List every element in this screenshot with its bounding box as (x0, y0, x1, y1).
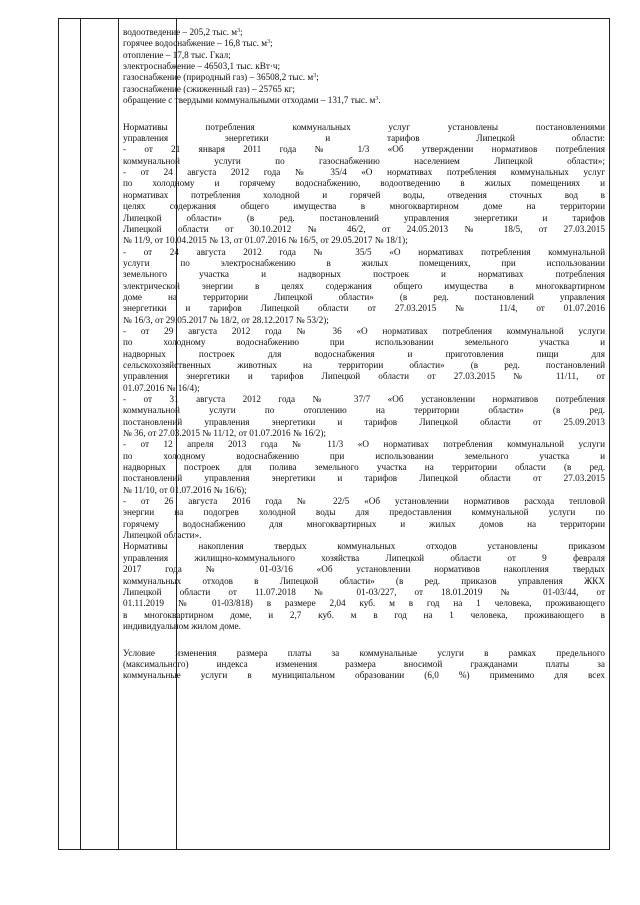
text-line: электрической энергии в целях содержания общего имущества в многоквартирном (123, 280, 605, 291)
text-line: сельскохозяйственных животных на территории области» (в ред. постановлений (123, 359, 605, 370)
text-line: Нормативы накопления твердых коммунальных отходов установлены приказом (123, 541, 605, 552)
text-line: горячему водоснабжению для многоквартирных и жилых домов на территории (123, 518, 605, 529)
text-line: управления энергетики и тарифов Липецкой области: (123, 133, 605, 144)
text-line: по холодному водоснабжению при использовании земельного участка и (123, 337, 605, 348)
text-line: № 11/10, от 01.07.2016 № 16/6); (123, 484, 247, 495)
table-column-divider (80, 19, 81, 849)
text-line: (максимального) индекса изменения размера вносимой гражданами платы за (123, 658, 605, 669)
text-line: постановлений управления энергетики и тарифов Липецкой области от 25.09.2013 (123, 416, 605, 427)
text-line: в многоквартирном доме, и 2,7 куб. м в год на 1 человека, проживающего в (123, 609, 605, 620)
heating-volume: отопление – 17,8 тыс. Гкал; (123, 49, 231, 60)
text-line: 01.07.2016 № 16/4); (123, 382, 200, 393)
text-line: Нормативы потребления коммунальных услуг установлены постановлениями (123, 121, 605, 132)
solid-waste-volume: обращение с твердыми коммунальными отходами – 131,7 тыс. $м^3$. (123, 95, 381, 106)
norms-paragraph (123, 122, 605, 632)
liquefied-gas-volume: газоснабжение (сжиженный газ) – 25765 кг; (123, 83, 295, 94)
text-line: Липецкой области» (в ред. постановлений управления энергетики и тарифов (123, 212, 605, 223)
table-column-divider (118, 19, 119, 849)
text-line: земельного участка и надворных построек и нормативах потребления (123, 269, 605, 280)
text-line: 2017 года № 01-03/16 «Об установлении нормативов накопления твердых (123, 564, 605, 575)
text-line: - от 12 апреля 2013 года № 11/3 «О нормативах потребления коммунальной услуги (123, 439, 605, 450)
text-line: - от 26 августа 2016 года № 22/5 «Об установлении нормативов расхода тепловой (123, 496, 605, 507)
text-line: по холодному и горячему водоснабжению, водоотведению в жилых помещениях и (123, 178, 605, 189)
text-line: энергии на подогрев холодной воды для предоставления коммунальной услуги по (123, 507, 605, 518)
text-line: управления жилищно-коммунального хозяйства Липецкой области от 9 февраля (123, 552, 605, 563)
text-line: - от 21 января 2011 года № 1/3 «Об утверждении нормативов потребления (123, 144, 605, 155)
text-line: - от 29 августа 2012 года № 36 «О нормативах потребления коммунальной услуги (123, 325, 605, 336)
text-line: постановлений управления энергетики и тарифов Липецкой области от 27.03.2015 (123, 473, 605, 484)
text-line: № 36, от 27.03.2015 № 11/12, от 01.07.2016 № 16/2); (123, 428, 326, 439)
text-line: коммунальной услуги по газоснабжению населением Липецкой области»; (123, 155, 605, 166)
text-line: Условие изменения размера платы за коммунальные услуги в рамках предельного (123, 647, 605, 658)
text-line: - от 24 августа 2012 года № 35/4 «О нормативах потребления коммунальных услуг (123, 167, 605, 178)
text-line: № 16/3, от 29.05.2017 № 18/2, от 28.12.2017 № 53/2); (123, 314, 329, 325)
text-line: энергетики и тарифов Липецкой области от 27.03.2015 № 11/4, от 01.07.2016 (123, 303, 605, 314)
text-line: по холодному водоснабжению при использовании земельного участка и (123, 450, 605, 461)
text-line: целях содержания общего имущества в многоквартирном доме на территории (123, 201, 605, 212)
text-line: доме на территории Липецкой области» (в ред. постановлений управления (123, 291, 605, 302)
text-line: индивидуальном жилом доме. (123, 620, 241, 631)
natural-gas-volume: газоснабжение (природный газ) – 36508,2 тыс. $м^3$; (123, 72, 319, 83)
text-line: Липецкой области от 11.07.2018 № 01-03/227, от 18.01.2019 № 01-03/44, от (123, 586, 605, 597)
table-cell-content (123, 27, 605, 682)
text-line: № 11/9, от 10.04.2015 № 13, от 01.07.2016 № 16/5, от 29.05.2017 № 18/1); (123, 235, 408, 246)
text-line: 01.11.2019 № 01-03/818) в размере 2,04 куб. м в год на 1 человека, проживающего (123, 598, 605, 609)
text-line: Липецкой области от 30.10.2012 № 46/2, от 24.05.2013 № 18/5, от 27.03.2015 (123, 223, 605, 234)
hot-water-volume: горячее водоснабжение – 16,8 тыс. $м^3$; (123, 38, 273, 49)
text-line: - от 24 августа 2012 года № 35/5 «О нормативах потребления коммунальной (123, 246, 605, 257)
water-disposal-volume: водоотведение – 205,2 тыс. $м^3$; (123, 27, 243, 37)
text-line: управления энергетики и тарифов Липецкой области от 27.03.2015 № 11/11, от (123, 371, 605, 382)
text-line: услуги по электроснабжению в жилых помещениях, при использовании (123, 257, 605, 268)
condition-paragraph (123, 648, 605, 682)
text-line: нормативах потребления холодной и горячей воды, отведения сточных вод в (123, 189, 605, 200)
text-line: надворных построек для водоснабжения и приготовления пищи для (123, 348, 605, 359)
consumption-volumes (123, 27, 605, 106)
text-line: надворных построек для полива земельного участка на территории области (в ред. (123, 462, 605, 473)
text-line: - от 31 августа 2012 года № 37/7 «Об установлении нормативов потребления (123, 394, 605, 404)
text-line: Липецкой области». (123, 530, 202, 541)
electricity-volume: электроснабжение – 46503,1 тыс. кВт·ч; (123, 61, 281, 72)
text-line: коммунальных отходов в Липецкой области» (в ред. приказов управления ЖКХ (123, 575, 605, 586)
text-line: коммунальной услуги по отоплению на территории области» (в ред. (123, 405, 605, 416)
text-line: коммунальные услуги в муниципальном образовании (6,0 %) применимо для всех (123, 670, 605, 681)
